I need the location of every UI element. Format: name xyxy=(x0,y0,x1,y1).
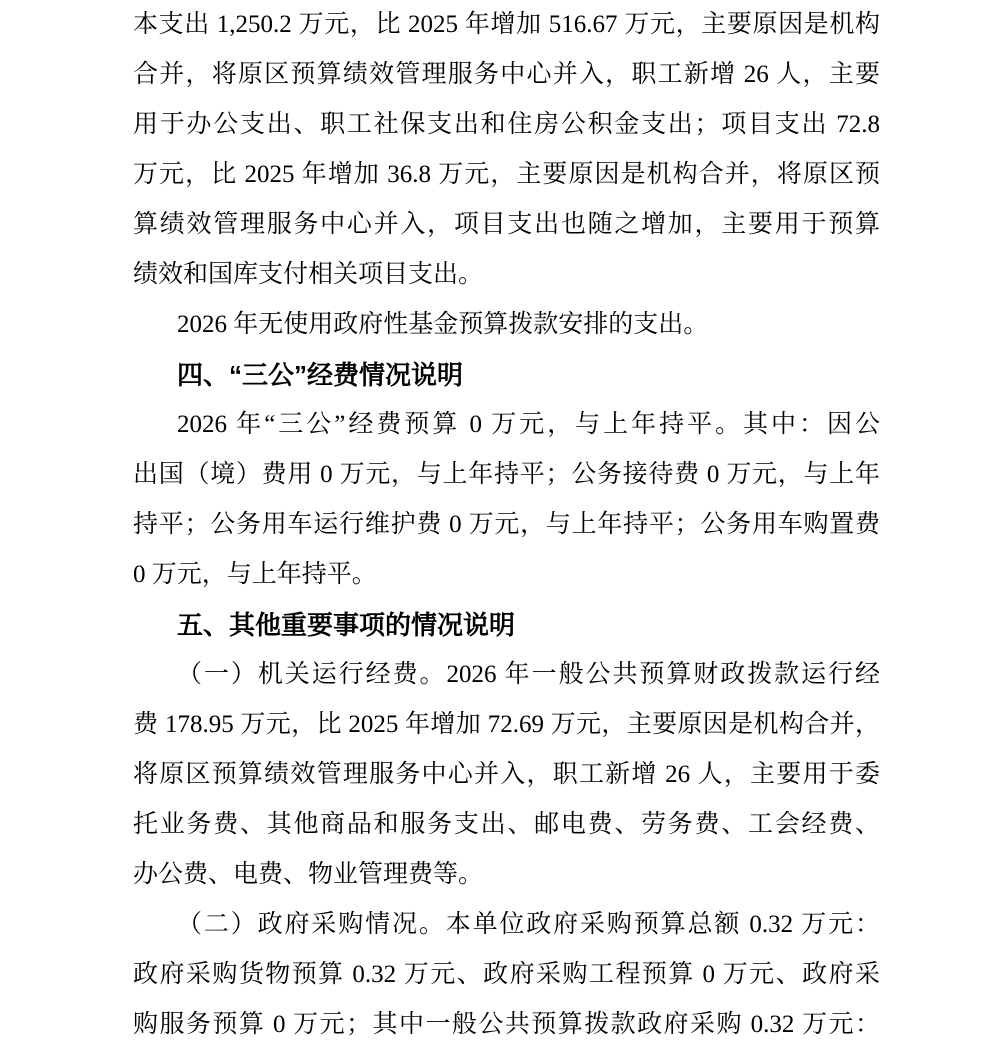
text-line: 出国（境）费用 0 万元，与上年持平；公务接待费 0 万元，与上年 xyxy=(133,461,880,488)
text-line: 0 万元，与上年持平。 xyxy=(133,561,377,588)
text-line: 用于办公支出、职工社保支出和住房公积金支出；项目支出 72.8 xyxy=(133,111,880,138)
text-line: 办公费、电费、物业管理费等。 xyxy=(133,861,484,888)
section-5-heading: 五、其他重要事项的情况说明 xyxy=(177,610,516,640)
text-line: 托业务费、其他商品和服务支出、邮电费、劳务费、工会经费、 xyxy=(133,811,880,838)
text-line: （二）政府采购情况。本单位政府采购预算总额 0.32 万元： xyxy=(177,911,880,938)
text-line: 费 178.95 万元，比 2025 年增加 72.69 万元，主要原因是机构合并， xyxy=(133,711,880,738)
text-line: 绩效和国库支付相关项目支出。 xyxy=(133,261,484,288)
text-line: 万元，比 2025 年增加 36.8 万元，主要原因是机构合并，将原区预 xyxy=(133,161,880,188)
text-line: 本支出 1,250.2 万元，比 2025 年增加 516.67 万元，主要原因是机构 xyxy=(133,11,880,38)
text-line: （一）机关运行经费。2026 年一般公共预算财政拨款运行经 xyxy=(177,661,880,688)
text-line: 持平；公务用车运行维护费 0 万元，与上年持平；公务用车购置费 xyxy=(133,511,880,538)
text-line: 2026 年无使用政府性基金预算拨款安排的支出。 xyxy=(177,311,709,338)
section-4-heading: 四、“三公”经费情况说明 xyxy=(177,360,464,390)
document-body xyxy=(133,0,880,1050)
text-line: 合并，将原区预算绩效管理服务中心并入，职工新增 26 人，主要 xyxy=(133,61,880,88)
text-line: 算绩效管理服务中心并入，项目支出也随之增加，主要用于预算 xyxy=(133,211,880,238)
text-line: 购服务预算 0 万元；其中一般公共预算拨款政府采购 0.32 万元： xyxy=(133,1011,880,1038)
text-line: 2026 年“三公”经费预算 0 万元，与上年持平。其中：因公 xyxy=(177,411,880,438)
text-line: 政府采购货物预算 0.32 万元、政府采购工程预算 0 万元、政府采 xyxy=(133,961,880,988)
text-line: 将原区预算绩效管理服务中心并入，职工新增 26 人，主要用于委 xyxy=(133,761,880,788)
